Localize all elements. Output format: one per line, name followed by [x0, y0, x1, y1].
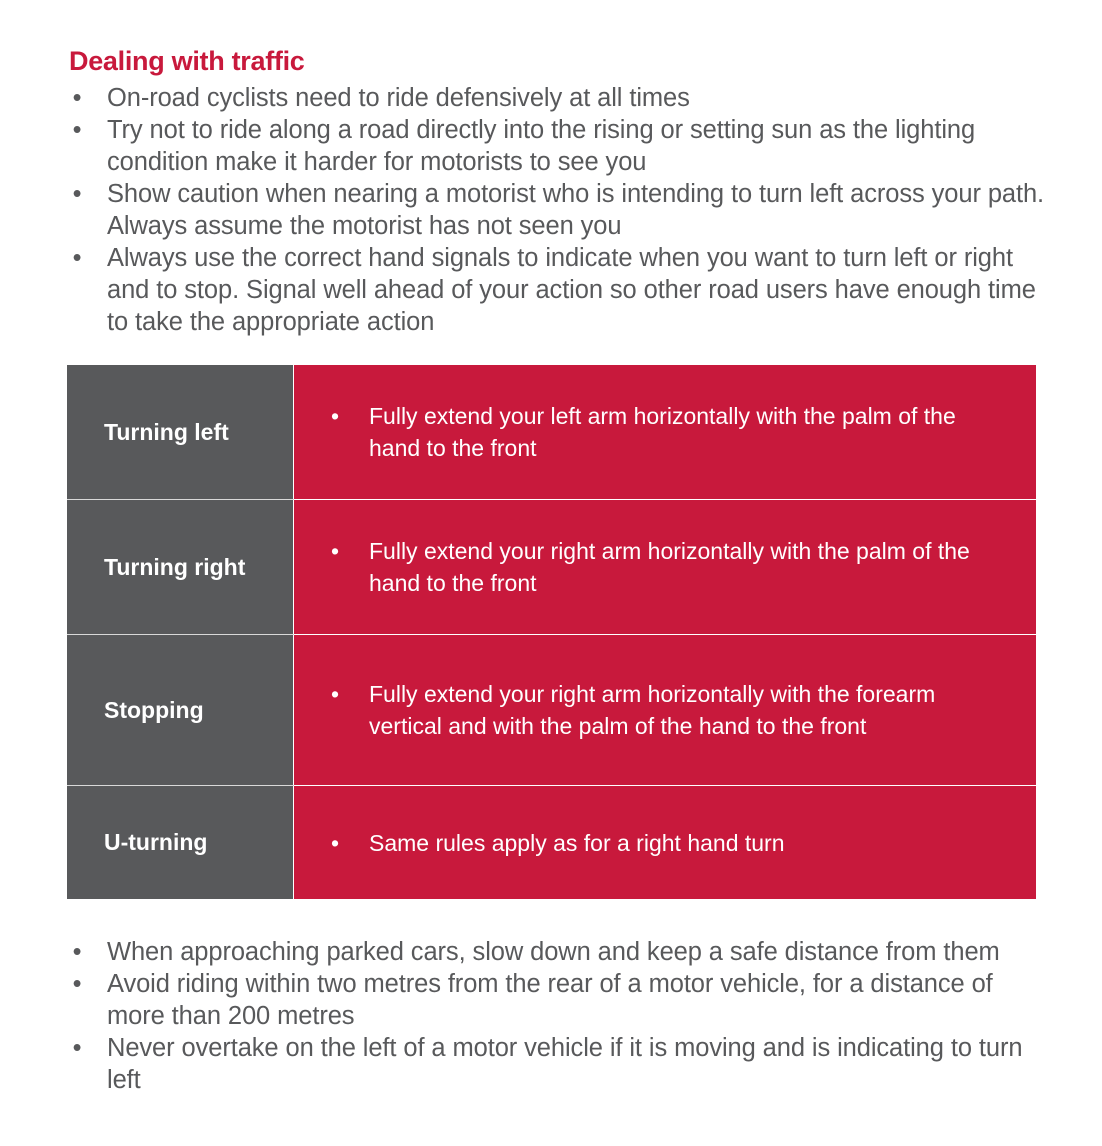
list-item — [69, 242, 1049, 338]
closing-bullet-list — [69, 936, 1049, 1096]
table-row — [67, 500, 1036, 635]
bullet-icon: • — [72, 1034, 82, 1062]
list-item-text: Try not to ride along a road directly into the rising or setting sun as the lighting condition make it harder for motorists to see you — [107, 116, 976, 176]
section-heading: Dealing with traffic — [69, 46, 305, 76]
bullet-icon: • — [331, 681, 340, 707]
signal-description: Fully extend your left arm horizontally with the palm of the hand to the front — [369, 403, 956, 461]
list-item — [69, 936, 1049, 968]
list-item-text: Show caution when nearing a motorist who is intending to turn left across your path. Always assume the motorist has not seen you — [107, 180, 1045, 240]
signal-description-cell — [294, 365, 1037, 500]
list-item — [69, 968, 1049, 1032]
list-item-text: Avoid riding within two metres from the rear of a motor vehicle, for a distance of more than 200 metres — [107, 970, 993, 1030]
list-item — [69, 82, 1049, 114]
table-row — [67, 786, 1036, 900]
signal-label: Stopping — [67, 635, 294, 786]
bullet-icon: • — [72, 84, 82, 112]
signal-label: Turning left — [67, 365, 294, 500]
bullet-icon: • — [331, 538, 340, 564]
list-item-text: Never overtake on the left of a motor vehicle if it is moving and is indicating to turn left — [107, 1034, 1023, 1094]
list-item — [69, 1032, 1049, 1096]
list-item — [331, 678, 1006, 742]
bullet-icon: • — [72, 180, 82, 208]
signal-description: Fully extend your right arm horizontally with the palm of the hand to the front — [369, 538, 970, 596]
bullet-icon: • — [72, 970, 82, 998]
bullet-icon: • — [72, 938, 82, 966]
table-row — [67, 365, 1036, 500]
intro-bullet-list — [69, 82, 1049, 338]
bullet-icon: • — [331, 403, 340, 429]
hand-signals-table — [67, 365, 1036, 899]
signal-label: U-turning — [67, 786, 294, 900]
bullet-icon: • — [72, 244, 82, 272]
list-item-text: On-road cyclists need to ride defensively at all times — [107, 84, 690, 112]
signal-label: Turning right — [67, 500, 294, 635]
list-item — [331, 827, 1006, 859]
list-item-text: When approaching parked cars, slow down and keep a safe distance from them — [107, 938, 1000, 966]
list-item — [69, 178, 1049, 242]
list-item — [331, 400, 1006, 464]
signal-description: Same rules apply as for a right hand turn — [369, 829, 785, 856]
list-item-text: Always use the correct hand signals to indicate when you want to turn left or right and to stop. Signal well ahead of your action so other road users have enough time to take the appropriate action — [107, 244, 1036, 336]
list-item — [331, 535, 1006, 599]
signal-description-cell — [294, 786, 1037, 900]
signal-description-cell — [294, 500, 1037, 635]
table-row — [67, 635, 1036, 786]
signal-description: Fully extend your right arm horizontally with the forearm vertical and with the palm of the hand to the front — [369, 681, 936, 739]
bullet-icon: • — [72, 116, 82, 144]
list-item — [69, 114, 1049, 178]
signal-description-cell — [294, 635, 1037, 786]
bullet-icon: • — [331, 829, 340, 856]
